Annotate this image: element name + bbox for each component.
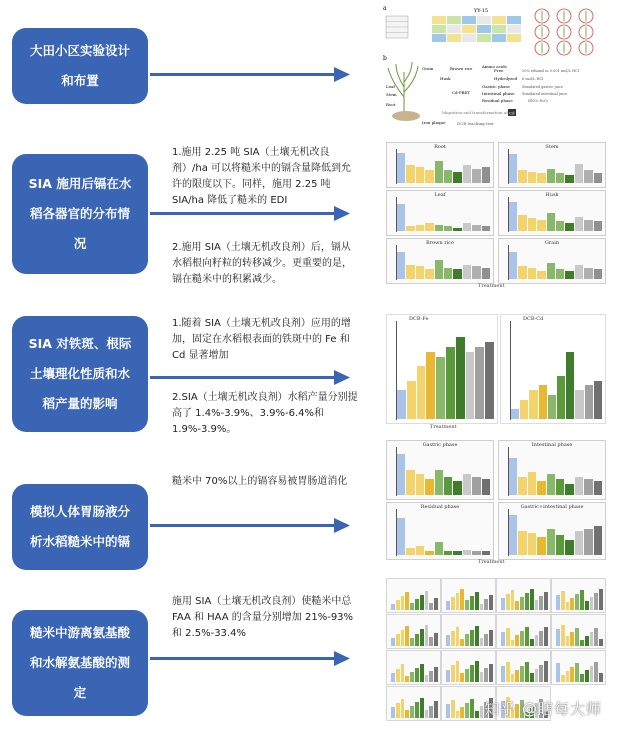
step-2-title-line-2: 稻各器官的分布情	[29, 206, 130, 221]
amino-acid-thumbnail	[386, 578, 441, 613]
chart-residual-title: Residual phase	[420, 504, 460, 510]
fraction-note-hydrolyzed: 6 mol/L HCl	[522, 77, 544, 81]
chart-dcb-fe-title: DCB-Fe	[409, 316, 429, 322]
panel-b-label: b	[383, 55, 387, 62]
chart-dcb-cd-title: DCB-Cd	[523, 316, 544, 322]
panel-a-label: a	[383, 5, 387, 12]
amino-acid-thumbnail	[496, 650, 551, 685]
chart-gastric-title: Gastric phase	[422, 442, 458, 448]
step-box-4	[12, 484, 148, 570]
step-5-title-line-3: 定	[73, 685, 87, 700]
figure-pbet	[382, 438, 608, 568]
step-2-title-line-1: SIA 施用后镉在水	[28, 176, 132, 191]
arrow-4	[150, 518, 350, 536]
step-2-title-line-3: 况	[73, 236, 87, 251]
amino-acid-thumbnail	[551, 614, 606, 649]
chart-gastric-intestinal	[498, 502, 606, 560]
step-4-note-1: 糙米中 70%以上的镉容易被胃肠道消化	[172, 476, 348, 487]
amino-acid-thumbnail	[441, 578, 496, 613]
chart-residual	[386, 502, 494, 560]
chart-brown-rice	[386, 238, 494, 284]
chart-gastric	[386, 440, 494, 500]
figure-cd-distribution	[382, 140, 608, 290]
chart-brown-rice-title: Brown rice	[426, 240, 454, 246]
chart-gastric-intestinal-title: Gastric+intestinal phase	[520, 504, 584, 510]
chart-intestinal	[498, 440, 606, 500]
chart-root-title: Root	[434, 144, 446, 150]
fraction-residual: Residual phase	[482, 98, 513, 103]
chart-root	[386, 142, 494, 188]
fraction-note-intestinal: Simulated intestinal juice	[522, 92, 568, 96]
step-3-title-line-2: 土壤理化性质和水	[29, 366, 130, 381]
step-3-title-line-3: 稻产量的影响	[42, 396, 118, 411]
fraction-cd-pbet: Cd-PBET	[452, 90, 471, 95]
step-5-title-line-2: 和水解氨基酸的测	[29, 655, 130, 670]
step-1-title-line-1: 大田小区实验设计	[29, 43, 130, 58]
step-3-note-1: 1.随着 SIA（土壤无机改良剂）应用的增加，固定在水稻根表面的铁斑中的 Fe 和 Cd 显著增加	[172, 318, 351, 361]
chart-stem	[498, 142, 606, 188]
plant-label-brown-rice: Brown rice	[450, 66, 473, 71]
arrow-3	[150, 370, 350, 388]
chart-husk-title: Husk	[545, 192, 559, 198]
fraction-note-residual: HNO₃-H₂O₂	[528, 99, 549, 103]
fraction-gastric: Gastric phase	[482, 84, 510, 89]
fraction-hydrolyzed: Hydrolyzed	[494, 76, 518, 81]
step-4-title-line-2: 析水稻糙米中的镉	[29, 534, 130, 549]
amino-acid-thumbnail	[496, 578, 551, 613]
chart-leaf-title: Leaf	[434, 192, 446, 198]
migration-text: Migration and transformation of	[442, 110, 508, 115]
dcb-label: DCB leaching test	[457, 121, 494, 126]
figure-iron-plaque	[382, 312, 608, 434]
plant-label-stem: Stem	[386, 92, 397, 97]
figure1-header: YY-15	[474, 8, 489, 14]
figure4-xlabel: Treatment	[478, 559, 505, 565]
amino-acid-thumbnail	[551, 650, 606, 685]
amino-acid-thumbnail	[386, 686, 441, 721]
step-2-note-1: 1.施用 2.25 吨 SIA（土壤无机改良剂）/ha 可以将糙米中的镉含量降低到允许的限度以下。同样，施用 2.25 吨 SIA/ha 降低了糙米的 EDI	[172, 147, 352, 206]
chart-grain-title: Grain	[544, 240, 560, 246]
plant-label-husk: Husk	[440, 76, 451, 81]
amino-acid-thumbnail	[441, 614, 496, 649]
fraction-amino-acids: Amino acids	[482, 64, 507, 69]
step-box-1	[12, 28, 148, 104]
step-5-title-line-1: 糙米中游离氨基酸	[29, 625, 130, 640]
plant-label-leaf: Leaf	[386, 84, 395, 89]
plant-label-iron-plaque: Iron plaque	[422, 120, 446, 125]
fraction-free: Free	[494, 68, 504, 73]
plant-label-root: Root	[386, 102, 396, 107]
chart-dcb-fe	[386, 314, 498, 424]
step-3-title-line-1: SIA 对铁斑、根际	[28, 336, 132, 351]
step-box-3	[12, 316, 148, 432]
step-box-5	[12, 610, 148, 716]
arrow-2	[150, 206, 350, 224]
plant-label-grain: Grain	[422, 66, 434, 71]
chart-husk	[498, 190, 606, 236]
figure-experiment-design	[382, 2, 608, 130]
amino-acid-thumbnail	[441, 650, 496, 685]
chart-leaf	[386, 190, 494, 236]
chart-grain	[498, 238, 606, 284]
amino-acid-thumbnail	[386, 614, 441, 649]
fraction-intestinal: Intestinal phase	[482, 91, 515, 96]
fraction-note-gastric: Simulated gastric juice	[522, 85, 564, 89]
step-1-title-line-2: 和布置	[61, 73, 99, 88]
amino-acid-thumbnail	[551, 578, 606, 613]
figure2-xlabel: Treatment	[478, 283, 505, 289]
step-box-2	[12, 154, 148, 274]
fraction-note-free: 20% ethanol in 0.001 mol/L HCl	[522, 69, 579, 73]
chart-dcb-cd	[500, 314, 606, 424]
amino-acid-thumbnail	[386, 650, 441, 685]
cd-label: Cd	[509, 110, 515, 116]
step-2-note-2: 2.施用 SIA（土壤无机改良剂）后，镉从水稻根向籽粒的转移减少。更重要的是，镉在糙米中的积累减少。	[172, 242, 352, 285]
arrow-1	[150, 67, 350, 85]
arrow-5	[150, 651, 350, 669]
chart-stem-title: Stem	[545, 144, 559, 150]
step-4-title-line-1: 模拟人体胃肠液分	[29, 504, 130, 519]
experiment-design-graphic	[382, 2, 608, 130]
figure3-xlabel: Treatment	[430, 424, 457, 430]
amino-acid-thumbnail	[496, 614, 551, 649]
watermark: 知乎 @瞎每大师	[484, 700, 602, 718]
chart-intestinal-title: Intestinal phase	[531, 442, 573, 448]
step-3-note-2: 2.SIA（土壤无机改良剂）水稻产量分别提高了 1.4%-3.9%、3.9%-6.4%和 1.9%-3.9%。	[172, 392, 358, 435]
step-5-note-1: 施用 SIA（土壤无机改良剂）使糙米中总 FAA 和 HAA 的含量分别增加 21%-93%和 2.5%-33.4%	[172, 596, 354, 639]
